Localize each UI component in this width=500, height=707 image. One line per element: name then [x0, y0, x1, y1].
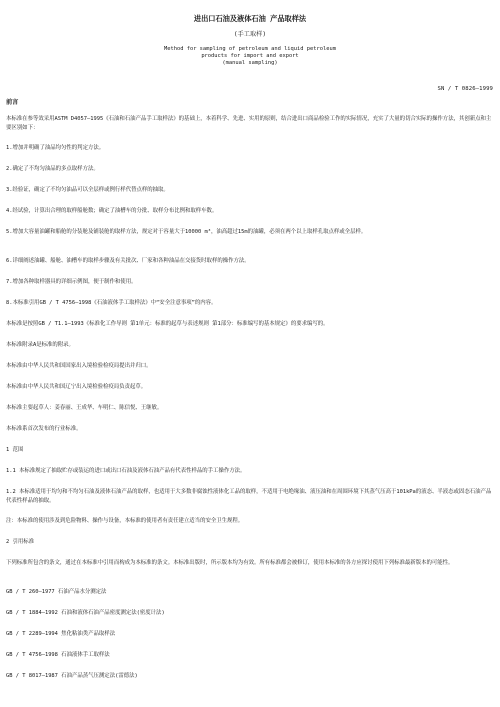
reference-item-5: GB / T 8017—1987 石油产品蒸气压测定法(雷德法) [6, 673, 138, 679]
foreword-item-4: 4.经试验，计算出合理的取样船舱数；确定了油槽车的分批、取样分布比例和取样车数。 [6, 208, 218, 214]
foreword-item-7: 7.增加各种取样器具的详细示例图，便于制作和使用。 [6, 279, 137, 285]
foreword-item-3: 3.经验证，确定了不均匀油品可以全层样或例行样代替点样的抽取。 [6, 187, 169, 193]
scope-paragraph-1: 1.1 本标准规定了抽取贮存或装运的进口或出口石油及液体石油产品有代表性样品的手工操作方法。 [6, 468, 246, 474]
references-intro: 下列标准所包含的条文，通过在本标准中引用而构成为本标准的条文。本标准出版时，所示版本均为有效。所有标准都会被修订，使用本标准的各方应探讨使用下列标准最新版本的可能性。 [6, 560, 454, 566]
foreword-intro: 本标准在参等效采用ASTM D4057—1995《石油和石油产品手工取样法》的基础上，本着科学、先进、实用的原则，结合进出口商品检验工作的实际情况，充实了大量的切合实际的操作方法，其创新点和主要区别如下： [6, 116, 492, 131]
foreword-item-1: 1.增加并明确了油品均匀性的判定方法。 [6, 145, 105, 151]
scope-heading: 1 范围 [6, 447, 24, 453]
foreword-note-1: 本标准是按照GB / T1.1—1993《标准化工作导则 第1单元：标准的起草与表述规则 第1部分：标准编写的基本规定》的要求编写的。 [6, 321, 329, 327]
english-title-line-2: products for import and export [201, 53, 299, 59]
foreword-note-2: 本标准附录A是标准的附录。 [6, 342, 74, 348]
scope-note: 注：本标准的使用涉及到危险物料、操作与设备，本标准的使用者有责任建立适当的安全卫生规程。 [6, 518, 244, 524]
foreword-heading: 前言 [6, 99, 19, 106]
english-title-line-3: (manual sampling) [222, 60, 278, 66]
reference-item-1: GB / T 260—1977 石油产品水分测定法 [6, 589, 107, 595]
standard-number: SN / T 0826—1999 [437, 86, 493, 92]
foreword-item-2: 2.确定了不均匀油品的多点取样方法。 [6, 166, 99, 172]
foreword-note-6: 本标准系首次发布的行业标准。 [6, 426, 82, 432]
foreword-item-6: 6.详细阐述油罐、船舱、油槽车的取样步骤及有关批次、厂家和各种油品在交接货时取样的操作方法。 [6, 258, 250, 264]
foreword-item-8: 8.本标准引用GB / T 4756—1998《石油液体手工取样法》中“安全注意事项”的内容。 [6, 300, 217, 306]
foreword-note-3: 本标准由中华人民共和国国家出入境检验检疫局提出并归口。 [6, 363, 152, 369]
references-heading: 2 引用标准 [6, 539, 35, 545]
foreword-note-5: 本标准主要起草人：姜春丽、王成华、车明仁、陈信悦、王继敏。 [6, 405, 163, 411]
reference-item-4: GB / T 4756—1998 石油液体手工取样法 [6, 652, 110, 658]
document-title: 进出口石油及液体石油 产品取样法 [193, 14, 307, 23]
scope-paragraph-2: 1.2 本标准适用于均匀和不均匀石油及液体石油产品的取样，也适用于大多数非腐蚀性液体化工品的取样，不适用于电绝缘油、液压油和在周围环境下其蒸气压高于101kPa的液态、半液态或固态石油产品代表性样品的抽取。 [6, 489, 492, 504]
document-subtitle: (手工取样) [233, 31, 267, 38]
reference-item-3: GB / T 2289—1994 焦化粘油类产品取样法 [6, 631, 116, 637]
english-title-line-1: Method for sampling of petroleum and liquid petroleum [163, 46, 336, 52]
english-title [0, 46, 500, 67]
reference-item-2: GB / T 1884—1992 石油和液体石油产品密度测定法(密度计法) [6, 610, 165, 616]
foreword-item-5: 5.增加大容量油罐和船舱的分装舱及铺装舱的取样方法，规定对于容量大于10000 m³，油高超过15m的油罐，必须在两个以上取样孔取点样或全层样。 [6, 229, 367, 235]
foreword-note-4: 本标准由中华人民共和国辽宁出入境检验检疫局负责起草。 [6, 384, 147, 390]
